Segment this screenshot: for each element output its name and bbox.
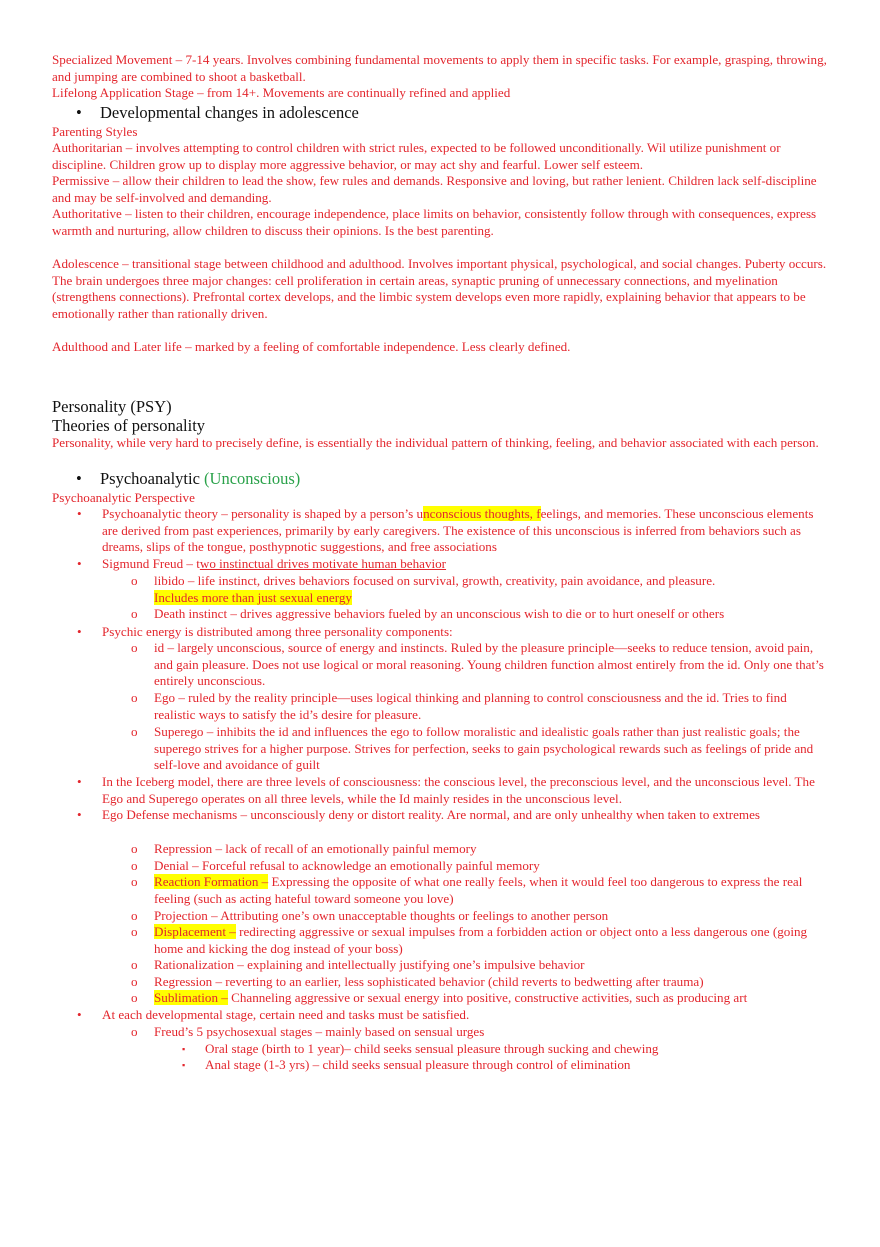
unconscious-tag: (Unconscious) <box>204 469 301 488</box>
displacement-definition: redirecting aggressive or sexual impulses from a forbidden action or object onto a less dangerous one (going home and kicking the dog instead of your boss) <box>154 924 808 956</box>
bullet-marker: • <box>77 506 82 521</box>
sub-bullet-marker: o <box>131 974 138 989</box>
bullet-marker: • <box>76 103 82 122</box>
sub-bullet-marker: o <box>131 606 138 621</box>
sub-bullet-marker: o <box>131 924 138 939</box>
death-instinct-text: Death instinct – drives aggressive behaviors fueled by an unconscious wish to die or to hurt oneself or others <box>154 606 725 621</box>
sub-bullet-marker: o <box>131 990 138 1005</box>
sublimation-highlight: Sublimation – <box>154 990 228 1005</box>
parenting-styles-title: Parenting Styles <box>52 124 138 139</box>
superego-text: Superego – inhibits the id and influences the ego to follow moralistic and idealistic goals rather than just realistic goals; the superego strives for a higher purpose. Strives for perfection, seeks to gain psychological rewards such as feelings of pride and self-love and avoidance of guilt <box>154 724 814 772</box>
libido-definition: libido – life instinct, drives behaviors focused on survival, growth, creativity, pain avoidance, and pleasure. <box>154 573 716 588</box>
sub-bullet-marker: o <box>131 858 138 873</box>
permissive-text: Permissive – allow their children to lead the show, few rules and demands. Responsive and loving, but rather lenient. Children lack self-discipline and may be self-involved and demanding. <box>52 173 817 205</box>
sub-bullet-marker: o <box>131 874 138 889</box>
lifelong-stage-text: Lifelong Application Stage – from 14+. Movements are continually refined and applied <box>52 85 511 100</box>
bullet-marker: • <box>77 1007 82 1022</box>
sub-bullet-marker: o <box>131 957 138 972</box>
reaction-definition: Expressing the opposite of what one really feels, when it would feel too dangerous to express the real feeling (such as acting hateful toward someone you love) <box>154 874 803 906</box>
adolescence-heading <box>76 103 359 122</box>
sub-bullet-marker: o <box>131 690 138 705</box>
reaction-highlight: Reaction Formation – <box>154 874 269 889</box>
sub-bullet-marker: o <box>131 640 138 655</box>
repression-text: Repression – lack of recall of an emotionally painful memory <box>154 841 477 856</box>
theories-subtitle: Theories of personality <box>52 416 206 435</box>
adolescence-heading-text: Developmental changes in adolescence <box>100 103 359 122</box>
theory-highlight: nconscious thoughts, f <box>423 506 541 521</box>
personality-definition: Personality, while very hard to precisely define, is essentially the individual pattern of thinking, feeling, and behavior associated with each person. <box>52 435 819 450</box>
sub-bullet-marker: o <box>131 841 138 856</box>
displacement-text <box>154 924 826 957</box>
oral-stage-text: Oral stage (birth to 1 year)– child seeks sensual pleasure through sucking and chewing <box>205 1041 659 1056</box>
sub-bullet-marker: o <box>131 1024 138 1039</box>
projection-text: Projection – Attributing one’s own unacceptable thoughts or feelings to another person <box>154 908 609 923</box>
ego-text: Ego – ruled by the reality principle—uses logical thinking and planning to control consciousness and the id. Tries to find realistic ways to satisfy the id’s desire for pleasure. <box>154 690 787 722</box>
bullet-marker: • <box>77 556 82 571</box>
ego-defense-text: Ego Defense mechanisms – unconsciously deny or distort reality. Are normal, and are only unhealthy when taken to extremes <box>102 807 761 822</box>
developmental-stage-text: At each developmental stage, certain need and tasks must be satisfied. <box>102 1007 470 1022</box>
personality-title: Personality (PSY) <box>52 397 172 416</box>
sub-bullet-marker: o <box>131 908 138 923</box>
reaction-formation-text <box>154 874 804 907</box>
psychoanalytic-heading-text: Psychoanalytic <box>100 469 205 488</box>
rationalization-text: Rationalization – explaining and intellectually justifying one’s impulsive behavior <box>154 957 585 972</box>
square-bullet-marker: ▪ <box>182 1044 186 1054</box>
freud-underlined: wo instinctual drives motivate human behavior <box>199 556 447 571</box>
square-bullet-marker: ▪ <box>182 1060 186 1070</box>
bullet-marker: • <box>77 774 82 789</box>
sublimation-definition: Channeling aggressive or sexual energy into positive, constructive activities, such as producing art <box>227 990 748 1005</box>
theory-text-b: eelings, and memories. These unconscious elements are derived from past experiences, primarily by early caregivers. The existence of this unconscious is inferred from behaviors such as dreams, slips of the tongue, posthypnotic suggestions, and free associations <box>102 506 814 554</box>
anal-stage-text: Anal stage (1-3 yrs) – child seeks sensual pleasure through control of elimination <box>205 1057 631 1072</box>
adulthood-text: Adulthood and Later life – marked by a feeling of comfortable independence. Less clearly defined. <box>52 339 571 354</box>
displacement-highlight: Displacement – <box>154 924 236 939</box>
sigmund-freud-text <box>102 556 820 573</box>
freud-stages-text: Freud’s 5 psychosexual stages – mainly based on sensual urges <box>154 1024 485 1039</box>
libido-highlight: Includes more than just sexual energy <box>154 589 352 605</box>
bullet-marker: • <box>76 469 82 488</box>
sub-bullet-marker: o <box>131 573 138 588</box>
authoritarian-text: Authoritarian – involves attempting to control children with strict rules, expected to be followed unconditionally. Wil utilize punishment or discipline. Children grow up to display more aggressive behavior, or may act shy and fearful. Lower self esteem. <box>52 140 781 172</box>
denial-text: Denial – Forceful refusal to acknowledge an emotionally painful memory <box>154 858 540 873</box>
libido-text <box>154 573 824 606</box>
psychic-energy-text: Psychic energy is distributed among three personality components: <box>102 624 453 639</box>
adolescence-text: Adolescence – transitional stage between childhood and adulthood. Involves important physical, psychological, and social changes. Puberty occurs. The brain undergoes three major changes: cell proliferation in certain areas, synaptic pruning of unnecessary connections, and myelination (strengthens connections). Prefrontal cortex develops, and the limbic system develops even more rapidly, explaining behavior that appears to be emotionally rather than rationally driven. <box>52 256 827 321</box>
psychoanalytic-theory-text <box>102 506 820 556</box>
bullet-marker: • <box>77 807 82 822</box>
sublimation-text <box>154 990 844 1007</box>
authoritative-text: Authoritative – listen to their children, encourage independence, place limits on behavior, consistently follow through with consequences, express warmth and nurturing, allow children to discuss their opinions. Is the best parenting. <box>52 206 817 238</box>
iceberg-model-text: In the Iceberg model, there are three levels of consciousness: the conscious level, the preconscious level, and the unconscious level. The Ego and Superego operates on all three levels, while the Id mainly resides in the unconscious level. <box>102 774 815 806</box>
psychoanalytic-perspective-title: Psychoanalytic Perspective <box>52 490 195 505</box>
freud-text-a: Sigmund Freud – t <box>102 556 200 571</box>
sub-bullet-marker: o <box>131 724 138 739</box>
bullet-marker: • <box>77 624 82 639</box>
regression-text: Regression – reverting to an earlier, less sophisticated behavior (child reverts to bedwetting after trauma) <box>154 974 704 989</box>
psychoanalytic-heading <box>76 469 300 488</box>
id-text: id – largely unconscious, source of energy and instincts. Ruled by the pleasure principle—seeks to reduce tension, avoid pain, and gain pleasure. Does not use logical or moral reasoning. Young children function almost entirely from the id. Only one that’s entirely unconscious. <box>154 640 824 688</box>
theory-text-a: Psychoanalytic theory – personality is shaped by a person’s u <box>102 506 424 521</box>
specialized-movement-text: Specialized Movement – 7-14 years. Involves combining fundamental movements to apply them in specific tasks. For example, grasping, throwing, and jumping are combined to shoot a basketball. <box>52 52 827 84</box>
